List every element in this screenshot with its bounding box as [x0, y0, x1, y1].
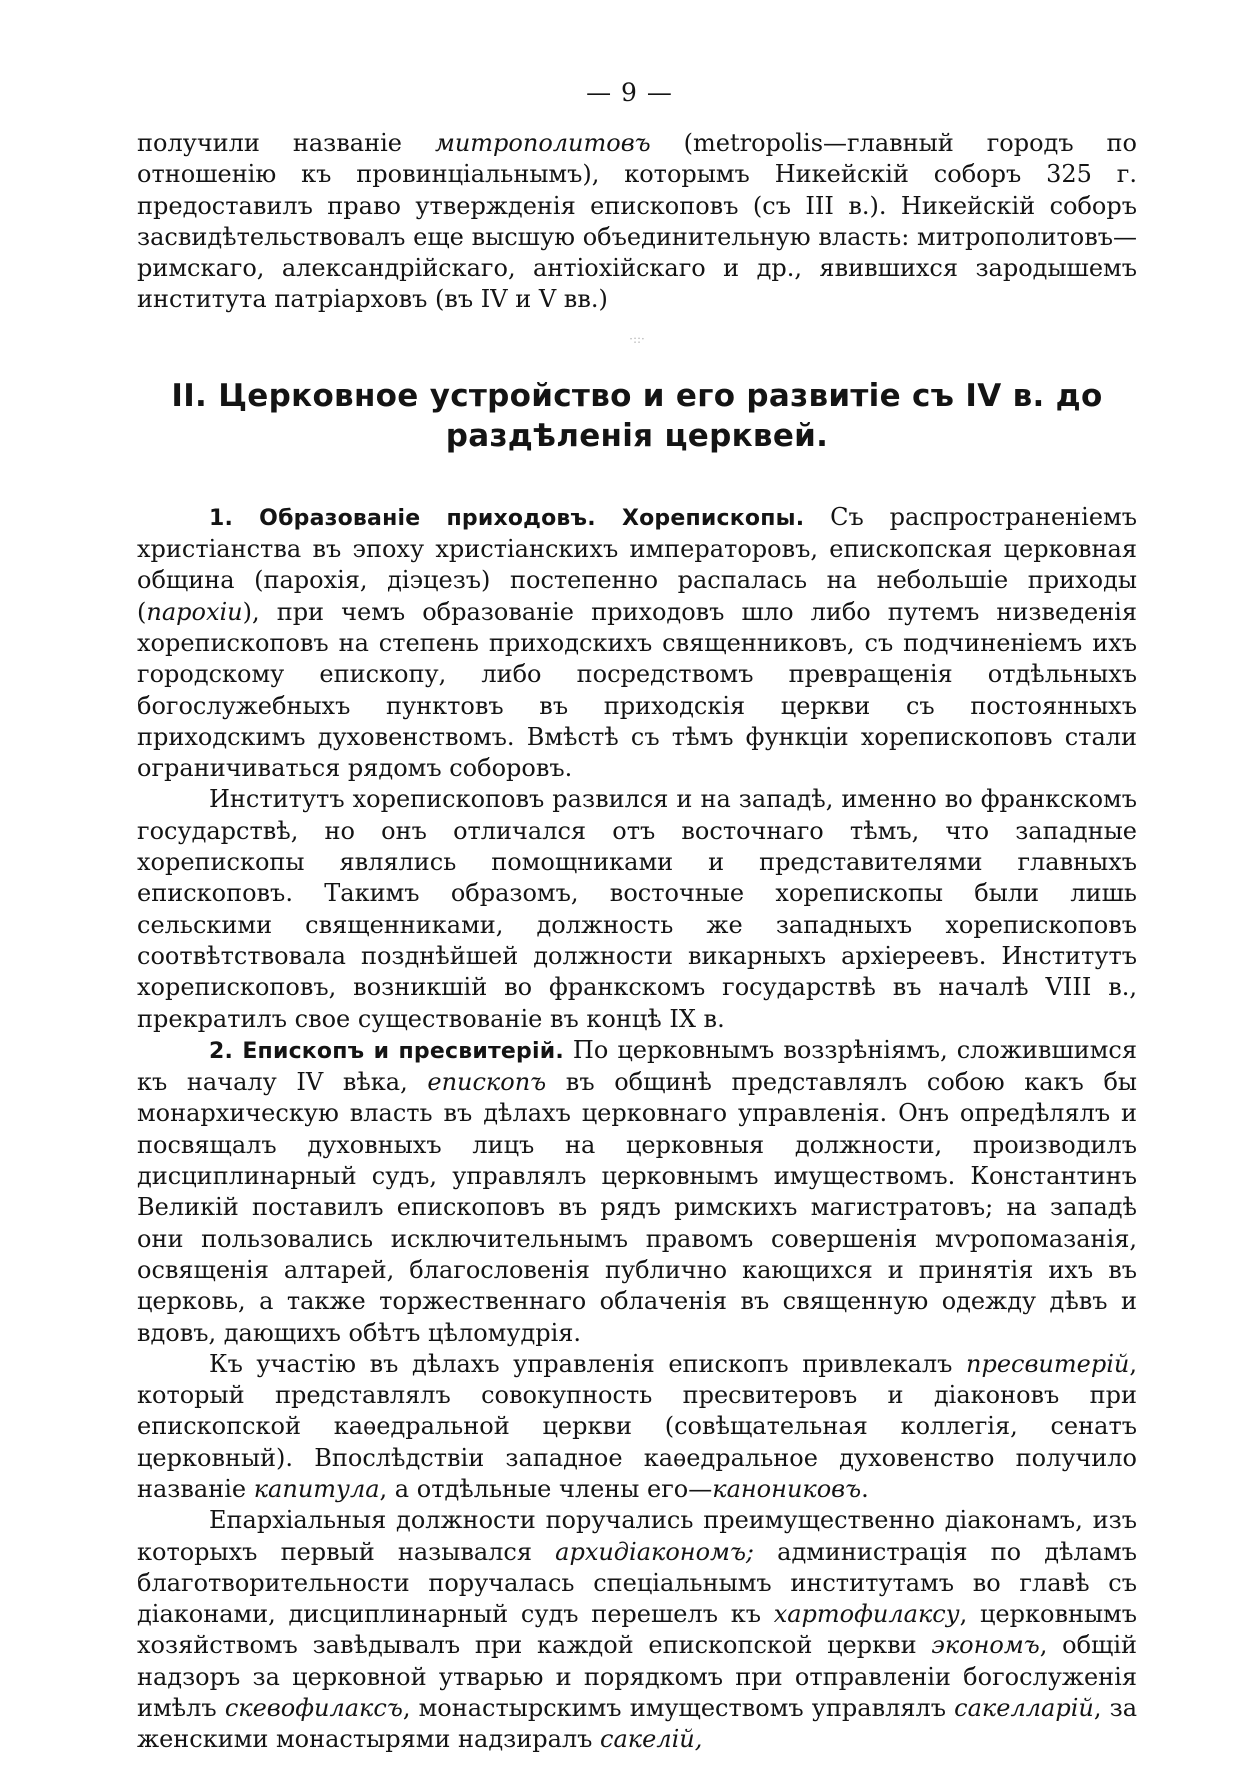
section1-p1-italic: парохіи — [146, 597, 243, 626]
section2-p3-italic-2: хартофилаксу — [773, 1600, 960, 1629]
section2-p2-text-b: , который представлялъ совокупность пресвитеровъ и діаконовъ при епископской каѳедральной церкви (совѣщательная коллегія, сенатъ церковный). Впослѣдствіи западное каѳедральное духовенство получило названіе — [137, 1349, 1137, 1503]
section2-p2-italic-1: пресвитерій — [966, 1349, 1130, 1378]
section2-p3-italic-6: сакелій, — [600, 1725, 703, 1754]
intro-text-2: (metropolis—главный городъ по отношенію къ провинціальнымъ), которымъ Никейскій соборъ 325 г. предоставилъ право утвержденія епископовъ (съ III в.). Никейскій соборъ засвидѣтельствовалъ еще высшую объединительную власть: митрополитовъ—римскаго, александрійскаго, антіохійскаго и др., явившихся зародышемъ института патріарховъ (въ IV и V вв.) — [137, 129, 1138, 314]
section2-p3-text-b: администрація по дѣламъ благотворительности поручалась спеціальнымъ институтамъ во главѣ съ діаконами, дисциплинарный судъ перешелъ къ — [137, 1537, 1137, 1629]
intro-paragraph — [137, 128, 1137, 316]
spacer — [137, 456, 1137, 502]
section2-p1-text-b: въ общинѣ представлялъ собою какъ бы монархическую власть въ дѣлахъ церковнаго управленія. Онъ опредѣлялъ и посвящалъ духовныхъ лицъ на церковныя должности, производилъ дисциплинарный судъ, управлялъ церковнымъ имуществомъ. Константинъ Великій поставилъ епископовъ въ рядъ римскихъ магистратовъ; на западѣ они пользовались исключительнымъ правомъ совершенія мѵропомазанія, освященія алтарей, благословенія публично кающихся и принятія ихъ въ церковь, а также торжественнаго облаченія въ священную одежду дѣвъ и вдовъ, дающихъ обѣтъ цѣломудрія. — [137, 1068, 1137, 1347]
section2-p1-text-a: По церковнымъ воззрѣніямъ, сложившимся къ началу IV вѣка, — [137, 1035, 1137, 1097]
section2-p3-italic-4: скевофилаксъ — [224, 1694, 403, 1723]
section2-p2-text-a: Къ участію въ дѣлахъ управленія епископъ привлекалъ — [209, 1349, 966, 1378]
section1-title: 1. Образованіе приходовъ. Хорепископы. — [209, 505, 805, 531]
section2-p2-text-d: . — [861, 1474, 869, 1503]
section2-p3-text-f: , за женскими монастырями надзиралъ — [137, 1694, 1138, 1754]
section2-paragraph-2 — [137, 1349, 1137, 1505]
section2-p3-italic-3: экономъ — [931, 1631, 1040, 1660]
section1-paragraph-1 — [137, 502, 1137, 785]
chapter-heading: II. Церковное устройство и его развитіе съ IV в. до раздѣленія церквей. — [171, 377, 1103, 454]
section2-p2-italic-3: канониковъ — [712, 1474, 862, 1503]
section2-p3-italic-1: архидіакономъ; — [555, 1537, 755, 1566]
section2-p1-italic: епископъ — [427, 1068, 547, 1097]
section2-p3-text-c: , церковнымъ хозяйствомъ завѣдывалъ при каждой епископской церкви — [137, 1600, 1137, 1660]
section1-paragraph-2: Институтъ хорепископовъ развился и на западѣ, именно во франкскомъ государствѣ, но онъ отличался отъ восточнаго тѣмъ, что западные хорепископы являлись помощниками и представителями главныхъ епископовъ. Такимъ образомъ, восточные хорепископы были лишь сельскими священниками, должность же западныхъ хорепископовъ соотвѣтствовала позднѣйшей должности викарныхъ архіереевъ. Институтъ хорепископовъ, возникшій во франкскомъ государствѣ въ началѣ VIII в., прекратилъ свое существованіе въ концѣ IX в. — [137, 785, 1137, 1033]
section2-title: 2. Епископъ и пресвитерій. — [209, 1038, 564, 1064]
section2-p3-italic-5: сакелларій — [954, 1694, 1094, 1723]
section2-paragraph-3 — [137, 1505, 1137, 1755]
section2-p3-text-e: , монастырскимъ имуществомъ управлялъ — [402, 1694, 955, 1723]
section2-p3-text-d: , общій надзоръ за церковной утварью и порядкомъ при отправленіи богослуженія имѣлъ — [137, 1631, 1138, 1723]
page-content — [137, 128, 1137, 1756]
section2-p2-italic-2: капитула — [253, 1474, 380, 1503]
page-number: — 9 — — [586, 78, 673, 107]
section2-paragraph-1 — [137, 1035, 1137, 1349]
section1-p1-text-a: Съ распространеніемъ христіанства въ эпоху христіанскихъ императоровъ, епископская церковная община (парохія, діэцезъ) постепенно распалась на небольшіе приходы ( — [137, 502, 1137, 626]
separator-mark: ·::· — [629, 331, 645, 346]
intro-text-1: получили названіе — [137, 129, 435, 157]
section2-p2-text-c: , а отдѣльные члены его— — [379, 1474, 713, 1503]
section2-p3-text-a: Епархіальныя должности поручались преимущественно діаконамъ, изъ которыхъ первый назывался — [137, 1506, 1137, 1566]
intro-italic-term: митрополитовъ — [434, 129, 651, 157]
section1-p1-text-b: ), при чемъ образованіе приходовъ шло либо путемъ низведенія хорепископовъ на степень приходскихъ священниковъ, съ подчиненіемъ ихъ городскому епископу, либо посредствомъ превращенія отдѣльныхъ богослужебныхъ пунктовъ въ приходскія церкви съ постоянныхъ приходскимъ духовенствомъ. Вмѣстѣ съ тѣмъ функціи хорепископовъ стали ограничиваться рядомъ соборовъ. — [137, 597, 1137, 783]
